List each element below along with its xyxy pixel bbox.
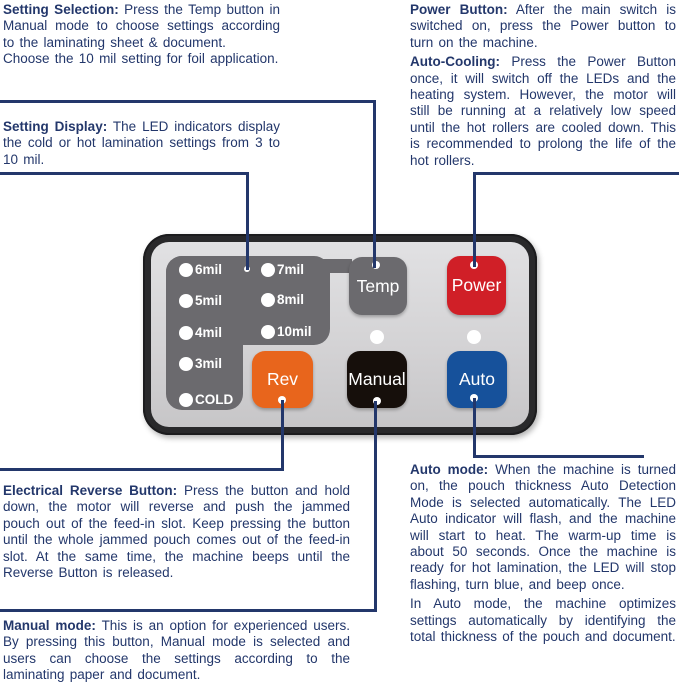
annotation-heading: Auto-Cooling: [410, 54, 500, 70]
led-circle [261, 263, 275, 277]
annotation-paragraph [3, 483, 350, 581]
led-label: 7mil [277, 262, 305, 277]
led-indicator-4mil [179, 325, 222, 340]
led-circle [261, 293, 275, 307]
annotation-heading: Manual mode: [3, 618, 96, 633]
led-circle [179, 393, 193, 407]
led-indicator-cold [179, 392, 233, 407]
led-indicator-10mil [261, 324, 312, 339]
annotation-body: The LED indicators display the cold or hot lamination settings from 3 to 10 mil. [3, 119, 281, 167]
connector-line-temp-v [373, 100, 376, 268]
rev-button-label: Rev [266, 369, 299, 389]
connector-line-manual-h [0, 609, 377, 612]
led-indicator-3mil [179, 356, 222, 371]
annotation-heading: Power Button: [410, 2, 508, 17]
led-indicator-7mil [261, 262, 304, 277]
annotation-power-button [410, 2, 676, 51]
annotation-electrical-reverse [3, 483, 350, 581]
led-label: 6mil [195, 262, 223, 277]
annotation-body-2: Choose the 10 mil setting for foil application. [3, 51, 279, 67]
annotation-paragraph [410, 462, 676, 593]
connector-line-auto-v [473, 398, 476, 458]
led-indicator-6mil [179, 262, 222, 277]
annotation-body: After the main switch is switched on, press the Power button to turn on the machine. [410, 2, 676, 50]
led-circle [179, 294, 193, 308]
connector-line-power-v [473, 172, 476, 267]
annotation-setting-display [3, 119, 280, 168]
annotation-body: Press the Power Button once, it will switch off the LEDs and the heating system. However, the motor will still be running at a relatively low speed until the hot rollers are cooled down. This is recommended to prolong the life of the hot rollers. [410, 54, 676, 168]
connector-line-auto-h [473, 455, 644, 458]
annotation-body: When the machine is turned on, the pouch thickness Auto Detection Mode is selected automatically. The LED Auto indicator will flash, and the machine will start to heat. The warm-up time is about 50 seconds. Once the machine is ready for hot lamination, the LED will stop flashing, turn blue, and beep once. [410, 462, 676, 592]
led-circle [179, 326, 193, 340]
temp-button-label: Temp [356, 275, 400, 296]
power-button-label: Power [451, 275, 502, 295]
annotation-heading: Auto mode: [410, 462, 489, 477]
manual-mode-indicator-led [370, 330, 384, 344]
led-label: 4mil [195, 325, 223, 340]
led-label: 5mil [195, 293, 223, 308]
annotation-paragraph [3, 119, 280, 168]
annotation-power-and-cooling [410, 2, 676, 169]
led-label: 3mil [195, 356, 223, 371]
connector-line-power-h [473, 172, 679, 175]
led-label: COLD [195, 392, 234, 407]
annotation-paragraph [3, 2, 280, 51]
connector-line-temp-h [0, 100, 376, 103]
annotation-auto-mode [410, 462, 676, 645]
led-label: 8mil [277, 292, 305, 307]
annotation-manual-mode [3, 618, 350, 684]
connector-line-display-v [246, 172, 249, 270]
manual-button-label: Manual [348, 369, 406, 389]
annotation-heading: Electrical Reverse Button: [3, 483, 178, 498]
connector-line-display-h [0, 172, 249, 175]
annotation-heading: Setting Selection: [3, 2, 119, 17]
led-circle [179, 263, 193, 277]
annotation-paragraph [3, 618, 350, 684]
laminator-control-panel [143, 234, 537, 435]
annotation-body: This is an option for experienced users. By pressing this button, Manual mode is selected and users can choose the settings according to the laminating paper and document. [3, 618, 351, 683]
led-display-bridge [320, 259, 352, 273]
led-indicator-5mil [179, 293, 222, 308]
led-label: 10mil [277, 324, 312, 339]
led-indicator-8mil [261, 292, 304, 307]
led-circle [261, 325, 275, 339]
led-circle [179, 357, 193, 371]
annotation-auto-cooling [410, 54, 676, 169]
connector-line-rev-h [0, 468, 284, 471]
annotation-body-2: In Auto mode, the machine optimizes settings automatically by identifying the total thickness of the pouch and document. [410, 596, 676, 645]
annotation-setting-selection [3, 2, 280, 68]
auto-mode-indicator-led [467, 330, 481, 344]
annotation-heading: Setting Display: [3, 119, 108, 134]
connector-line-rev-v [281, 400, 284, 471]
connector-line-manual-v [374, 401, 377, 612]
annotation-body: Press the Temp button in Manual mode to choose settings according to the laminating sheet & document. [3, 2, 280, 50]
annotation-body: Press the button and hold down, the motor will reverse and push the jammed pouch out of the feed-in slot. Keep pressing the button until the whole jammed pouch comes out of the feed-in slot. At the same time, the machine beeps until the Reverse Button is released. [3, 483, 350, 581]
auto-button-label: Auto [459, 369, 495, 389]
